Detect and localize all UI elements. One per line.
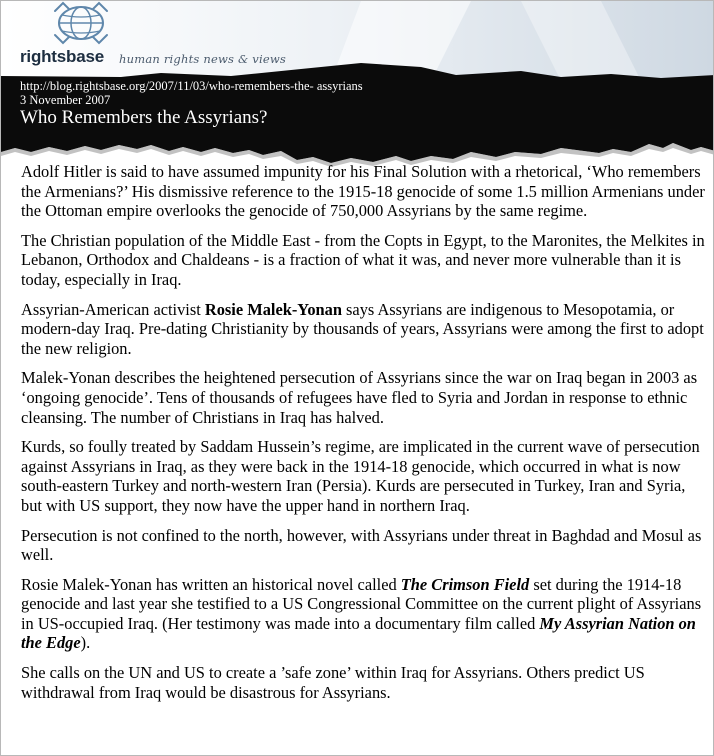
paragraph: The Christian population of the Middle East - from the Copts in Egypt, to the Maronites, the Melkites in Lebanon, Orthodox and Chaldeans - is a fraction of what it was, and never more vulnerable than it is today, especially in Iraq. <box>21 230 705 289</box>
article-title: Who Remembers the Assyrians? <box>20 107 268 128</box>
site-tagline: human rights news & views <box>119 52 286 66</box>
paragraph: Persecution is not confined to the north, however, with Assyrians under threat in Baghdad and Mosul as well. <box>21 525 702 565</box>
site-logo-text[interactable]: rightsbase <box>20 47 104 66</box>
header-banner <box>1 1 714 176</box>
paragraph-text: Assyrian-American activist <box>21 299 205 319</box>
source-url: http://blog.rightsbase.org/2007/11/03/who-remembers-the- assyrians <box>20 79 363 93</box>
paragraph: Malek-Yonan describes the heightened persecution of Assyrians since the war on Iraq began in 2003 as ‘ongoing genocide’. Tens of thousands of refugees have fled to Syria and Jordan in response to ethnic cleansing. The number of Christians in Iraq has halved. <box>21 368 698 427</box>
paragraph: Adolf Hitler is said to have assumed impunity for his Final Solution with a rhetorical, ‘Who remembers the Armenians?’ His dismissive reference to the 1915-18 genocide of some 1.5 million Armenians under the Ottoman empire overlooks the genocide of 750,000 Assyrians by the same regime. <box>21 162 705 221</box>
paragraph <box>21 300 705 359</box>
paragraph-text: ). <box>80 633 91 653</box>
paragraph-text: Rosie Malek-Yonan has written an historical novel called <box>21 574 401 594</box>
paragraph: Kurds, so foully treated by Saddam Hussein’s regime, are implicated in the current wave of persecution against Assyrians in Iraq, as they were back in the 1914-18 genocide, which occurred in what is now south-eastern Turkey and north-western Iran (Persia). Kurds are persecuted in Turkey, Iran and Syria, but with US support, they now have the upper hand in northern Iraq. <box>21 437 700 515</box>
post-date: 3 November 2007 <box>20 93 111 107</box>
paragraph: She calls on the UN and US to create a ’safe zone’ within Iraq for Assyrians. Others predict US withdrawal from Iraq would be disastrous for Assyrians. <box>21 663 645 702</box>
activist-name: Rosie Malek-Yonan <box>204 299 342 319</box>
paragraph-text: set during the 1914-18 genocide and last year she testified to a US Congressional Committee on the current plight of Assyrians in US-occupied Iraq. (Her testimony was made into a documentary film called <box>21 574 702 633</box>
paragraph-text: says Assyrians are indigenous to Mesopotamia, or modern-day Iraq. Pre-dating Christianity by thousands of years, Assyrians were among the first to adopt the new religion. <box>21 299 704 358</box>
paragraph <box>21 575 705 653</box>
film-title: My Assyrian Nation on the Edge <box>21 613 696 653</box>
article-body <box>21 162 705 712</box>
book-title: The Crimson Field <box>400 574 530 594</box>
